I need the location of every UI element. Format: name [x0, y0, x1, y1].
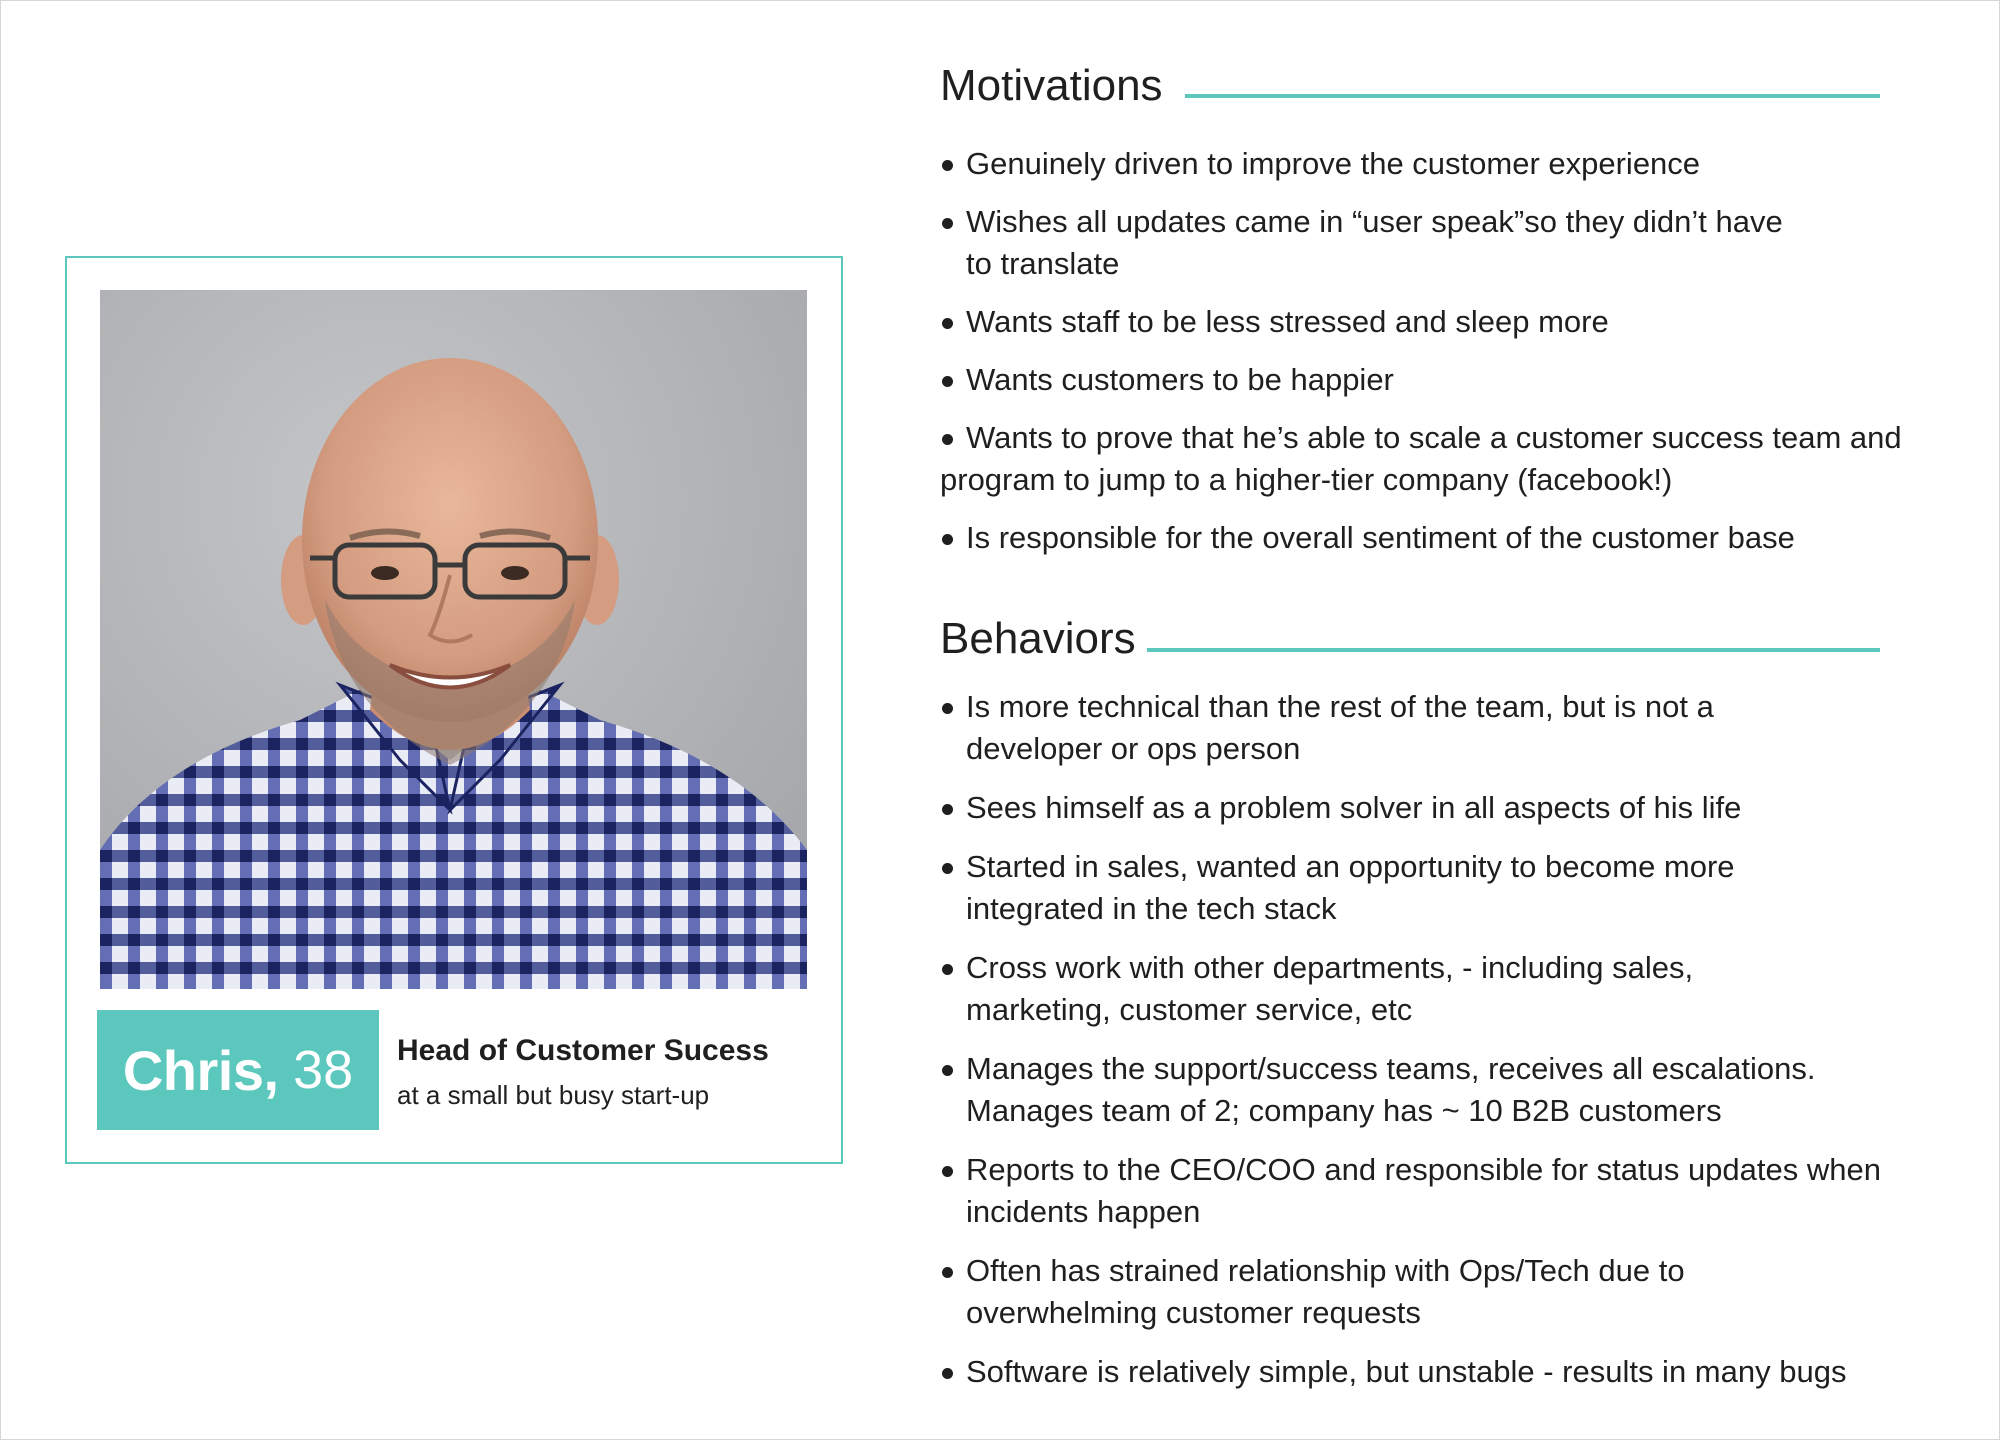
behaviors-heading: Behaviors [940, 614, 1136, 663]
motivation-item: Wishes all updates came in “user speak”so they didn’t have to translate [940, 201, 1806, 285]
motivations-list [940, 143, 1940, 575]
persona-card [65, 256, 843, 1164]
persona-role: Head of Customer Sucess [397, 1034, 769, 1067]
persona-age: 38 [293, 1040, 354, 1100]
behaviors-list [940, 686, 1940, 1410]
behavior-item: Manages the support/success teams, receives all escalations. Manages team of 2; company has ~ 10 B2B customers [940, 1048, 1911, 1132]
behavior-item: Reports to the CEO/COO and responsible for status updates when incidents happen [940, 1149, 1911, 1233]
motivation-item: Wants customers to be happier [940, 359, 1846, 401]
motivation-item: Genuinely driven to improve the customer experience [940, 143, 1846, 185]
behavior-item: Sees himself as a problem solver in all aspects of his life [940, 787, 1846, 829]
persona-photo [100, 290, 807, 989]
behavior-item: Often has strained relationship with Ops/Tech due to overwhelming customer requests [940, 1250, 1826, 1334]
behavior-item: Software is relatively simple, but unstable - results in many bugs [940, 1351, 1976, 1393]
behavior-item: Cross work with other departments, - including sales, marketing, customer service, etc [940, 947, 1806, 1031]
persona-first-name: Chris [122, 1038, 264, 1102]
motivations-divider [1185, 94, 1880, 98]
persona-photo-illustration [100, 290, 807, 989]
persona-name-badge [97, 1010, 379, 1130]
motivation-item: Wants to prove that he’s able to scale a customer success team and program to jump to a higher-tier company (facebook!) [940, 417, 1940, 501]
motivation-item: Wants staff to be less stressed and sleep more [940, 301, 1846, 343]
motivation-item: Is responsible for the overall sentiment of the customer base [940, 517, 1946, 559]
motivations-heading: Motivations [940, 61, 1163, 110]
persona-name-comma: , [263, 1038, 280, 1102]
behavior-item: Started in sales, wanted an opportunity to become more integrated in the tech stack [940, 846, 1846, 930]
persona-company: at a small but busy start-up [397, 1080, 710, 1110]
behavior-item: Is more technical than the rest of the team, but is not a developer or ops person [940, 686, 1846, 770]
behaviors-divider [1147, 648, 1880, 652]
